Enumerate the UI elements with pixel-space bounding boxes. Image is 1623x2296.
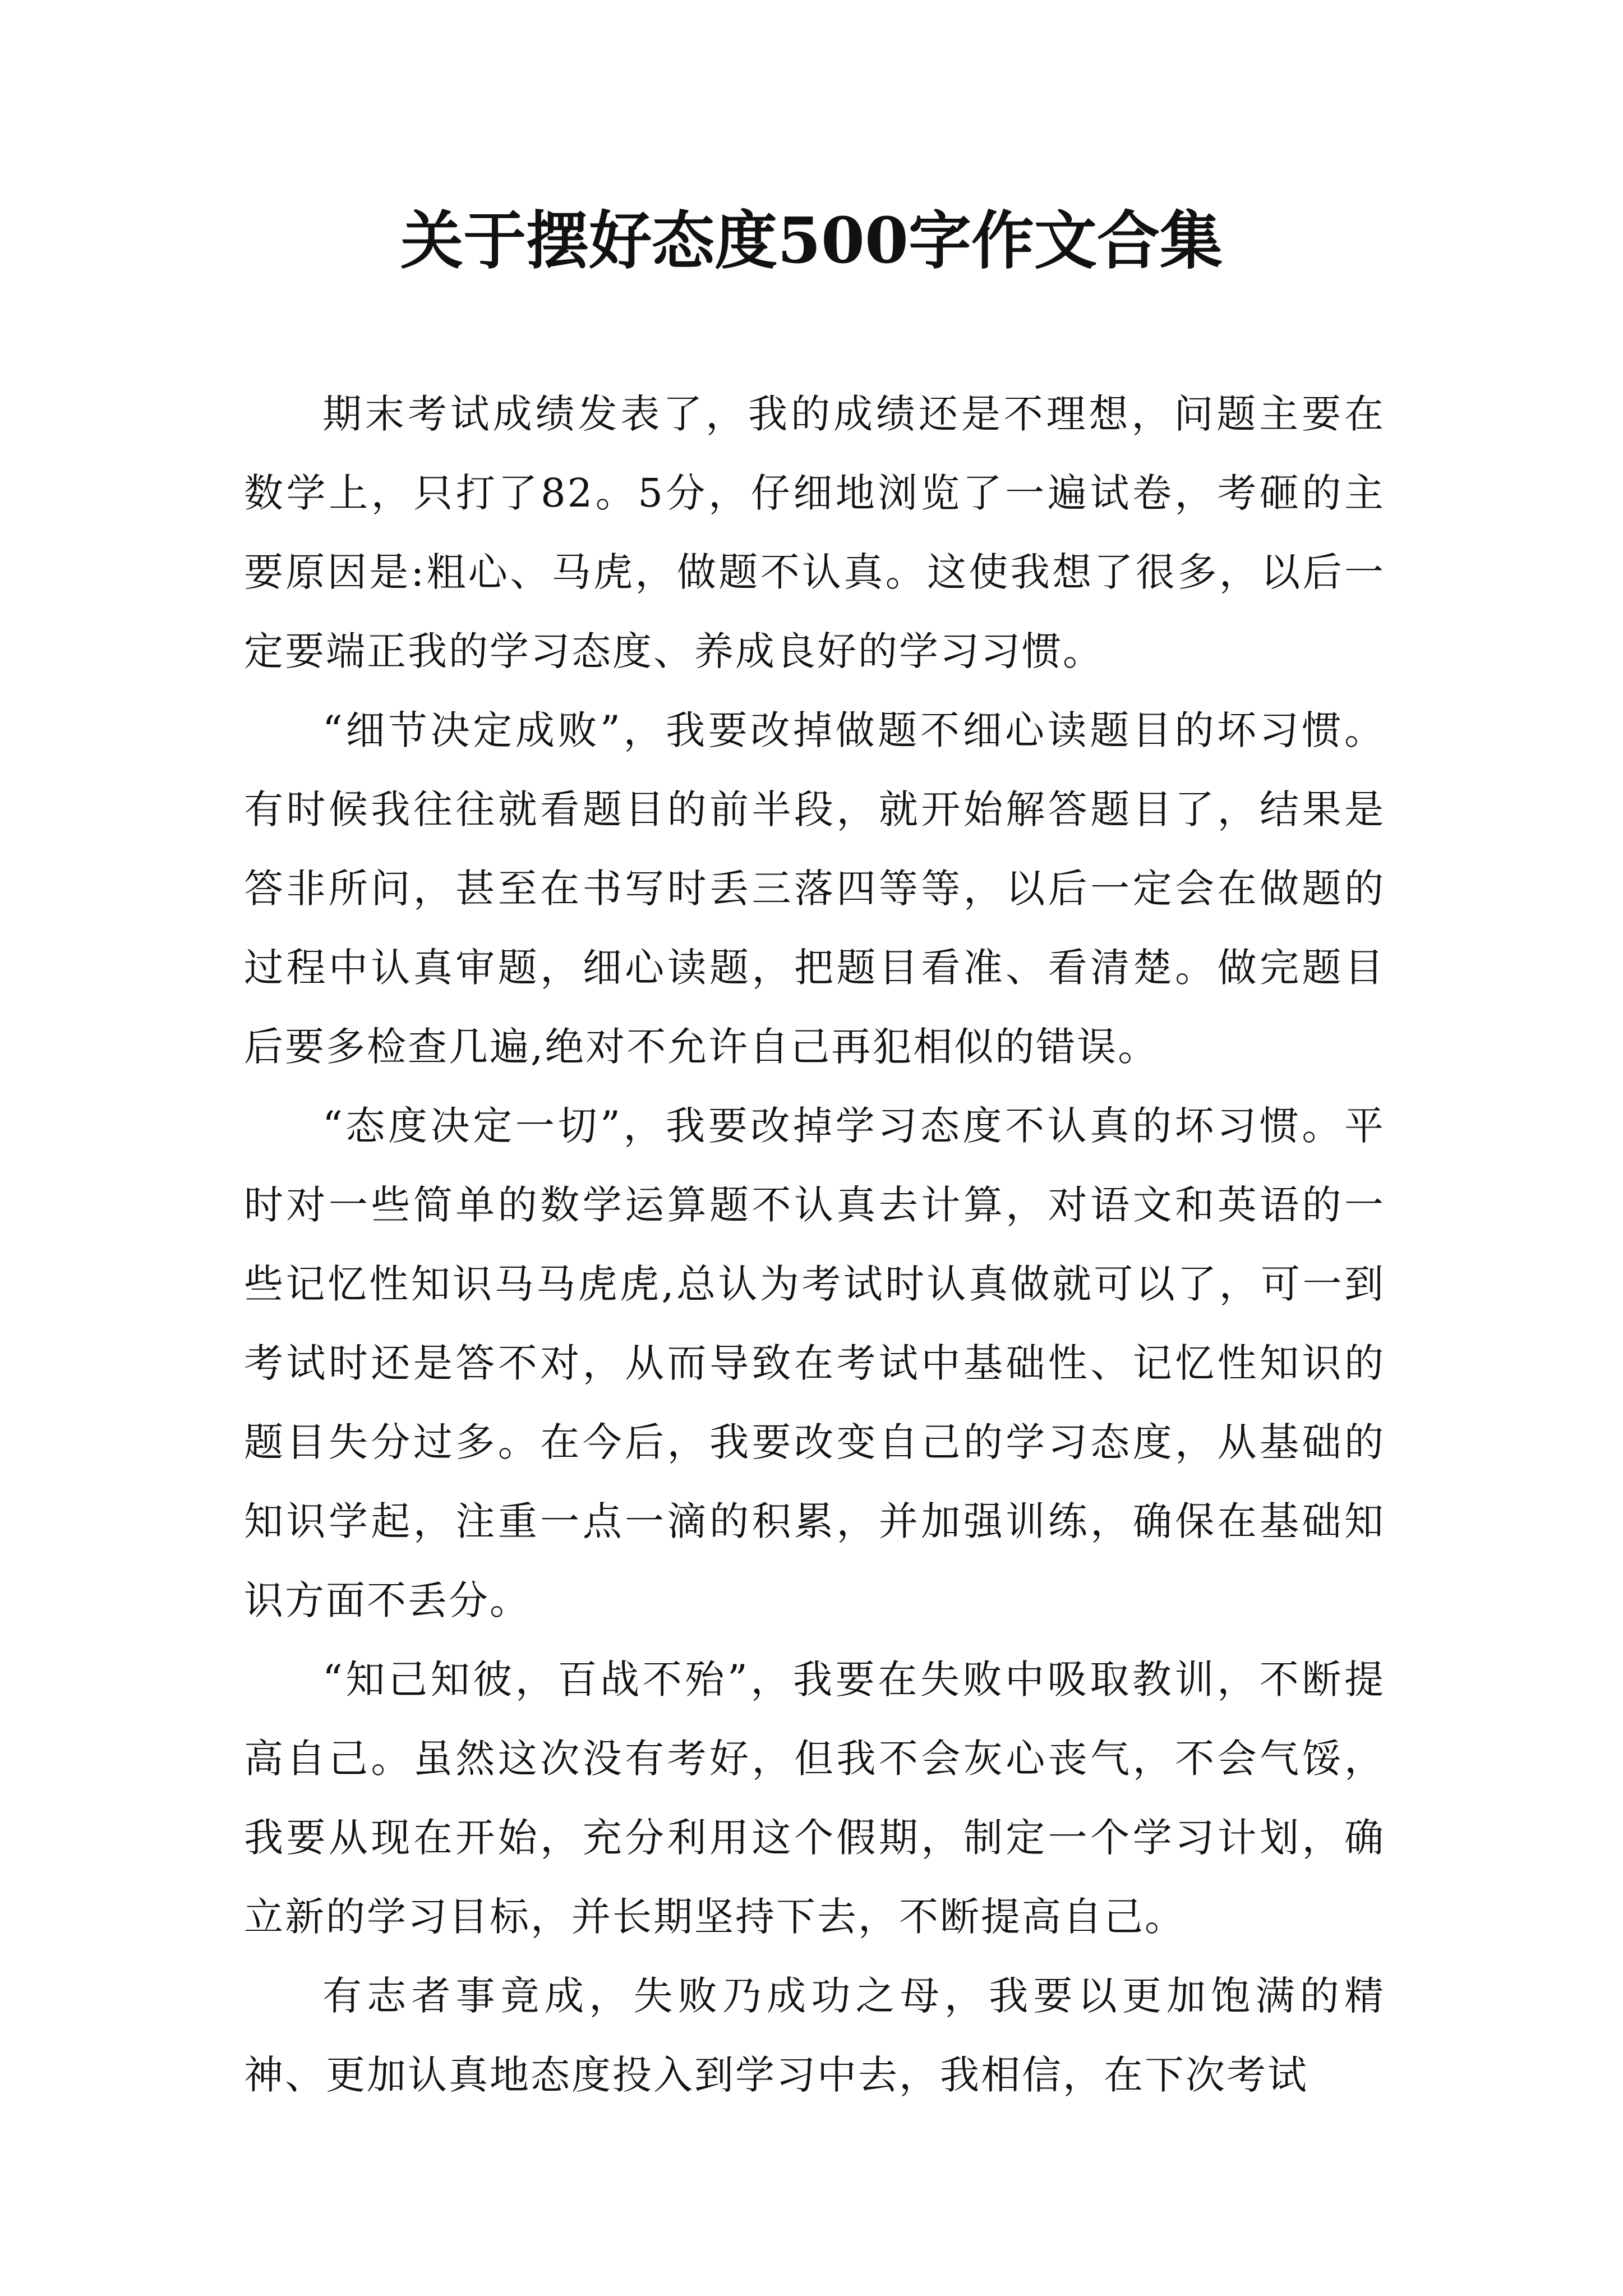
paragraph: “知己知彼，百战不殆”，我要在失败中吸取教训，不断提高自己。虽然这次没有考好，但我不会灰心丧气，不会气馁，我要从现在开始，充分利用这个假期，制定一个学习计划，确立新的学习目标，并长期坚持下去，不断提高自己。: [244, 1657, 1385, 1940]
paragraph: “态度决定一切”，我要改掉学习态度不认真的坏习惯。平时对一些简单的数学运算题不认真去计算，对语文和英语的一些记忆性知识马马虎虎,总认为考试时认真做就可以了，可一到考试时还是答不对，从而导致在考试中基础性、记忆性知识的题目失分过多。在今后，我要改变自己的学习态度，从基础的知识学起，注重一点一滴的积累，并加强训练，确保在基础知识方面不丢分。: [244, 1103, 1385, 1623]
paragraph: “细节决定成败”，我要改掉做题不细心读题目的坏习惯。有时候我往往就看题目的前半段，就开始解答题目了，结果是答非所问，甚至在书写时丢三落四等等，以后一定会在做题的过程中认真审题，细心读题，把题目看准、看清楚。做完题目后要多检查几遍,绝对不允许自己再犯相似的错误。: [244, 707, 1385, 1070]
paragraph: 期末考试成绩发表了，我的成绩还是不理想，问题主要在数学上，只打了82。5分，仔细地浏览了一遍试卷，考砸的主要原因是:粗心、马虎，做题不认真。这使我想了很多，以后一定要端正我的学习态度、养成良好的学习习惯。: [244, 391, 1385, 674]
document-body: [244, 375, 1385, 2115]
document-title: 关于摆好态度500字作文合集: [400, 204, 1223, 278]
paragraph: 有志者事竟成，失败乃成功之母，我要以更加饱满的精神、更加认真地态度投入到学习中去，我相信，在下次考试: [244, 1973, 1385, 2098]
